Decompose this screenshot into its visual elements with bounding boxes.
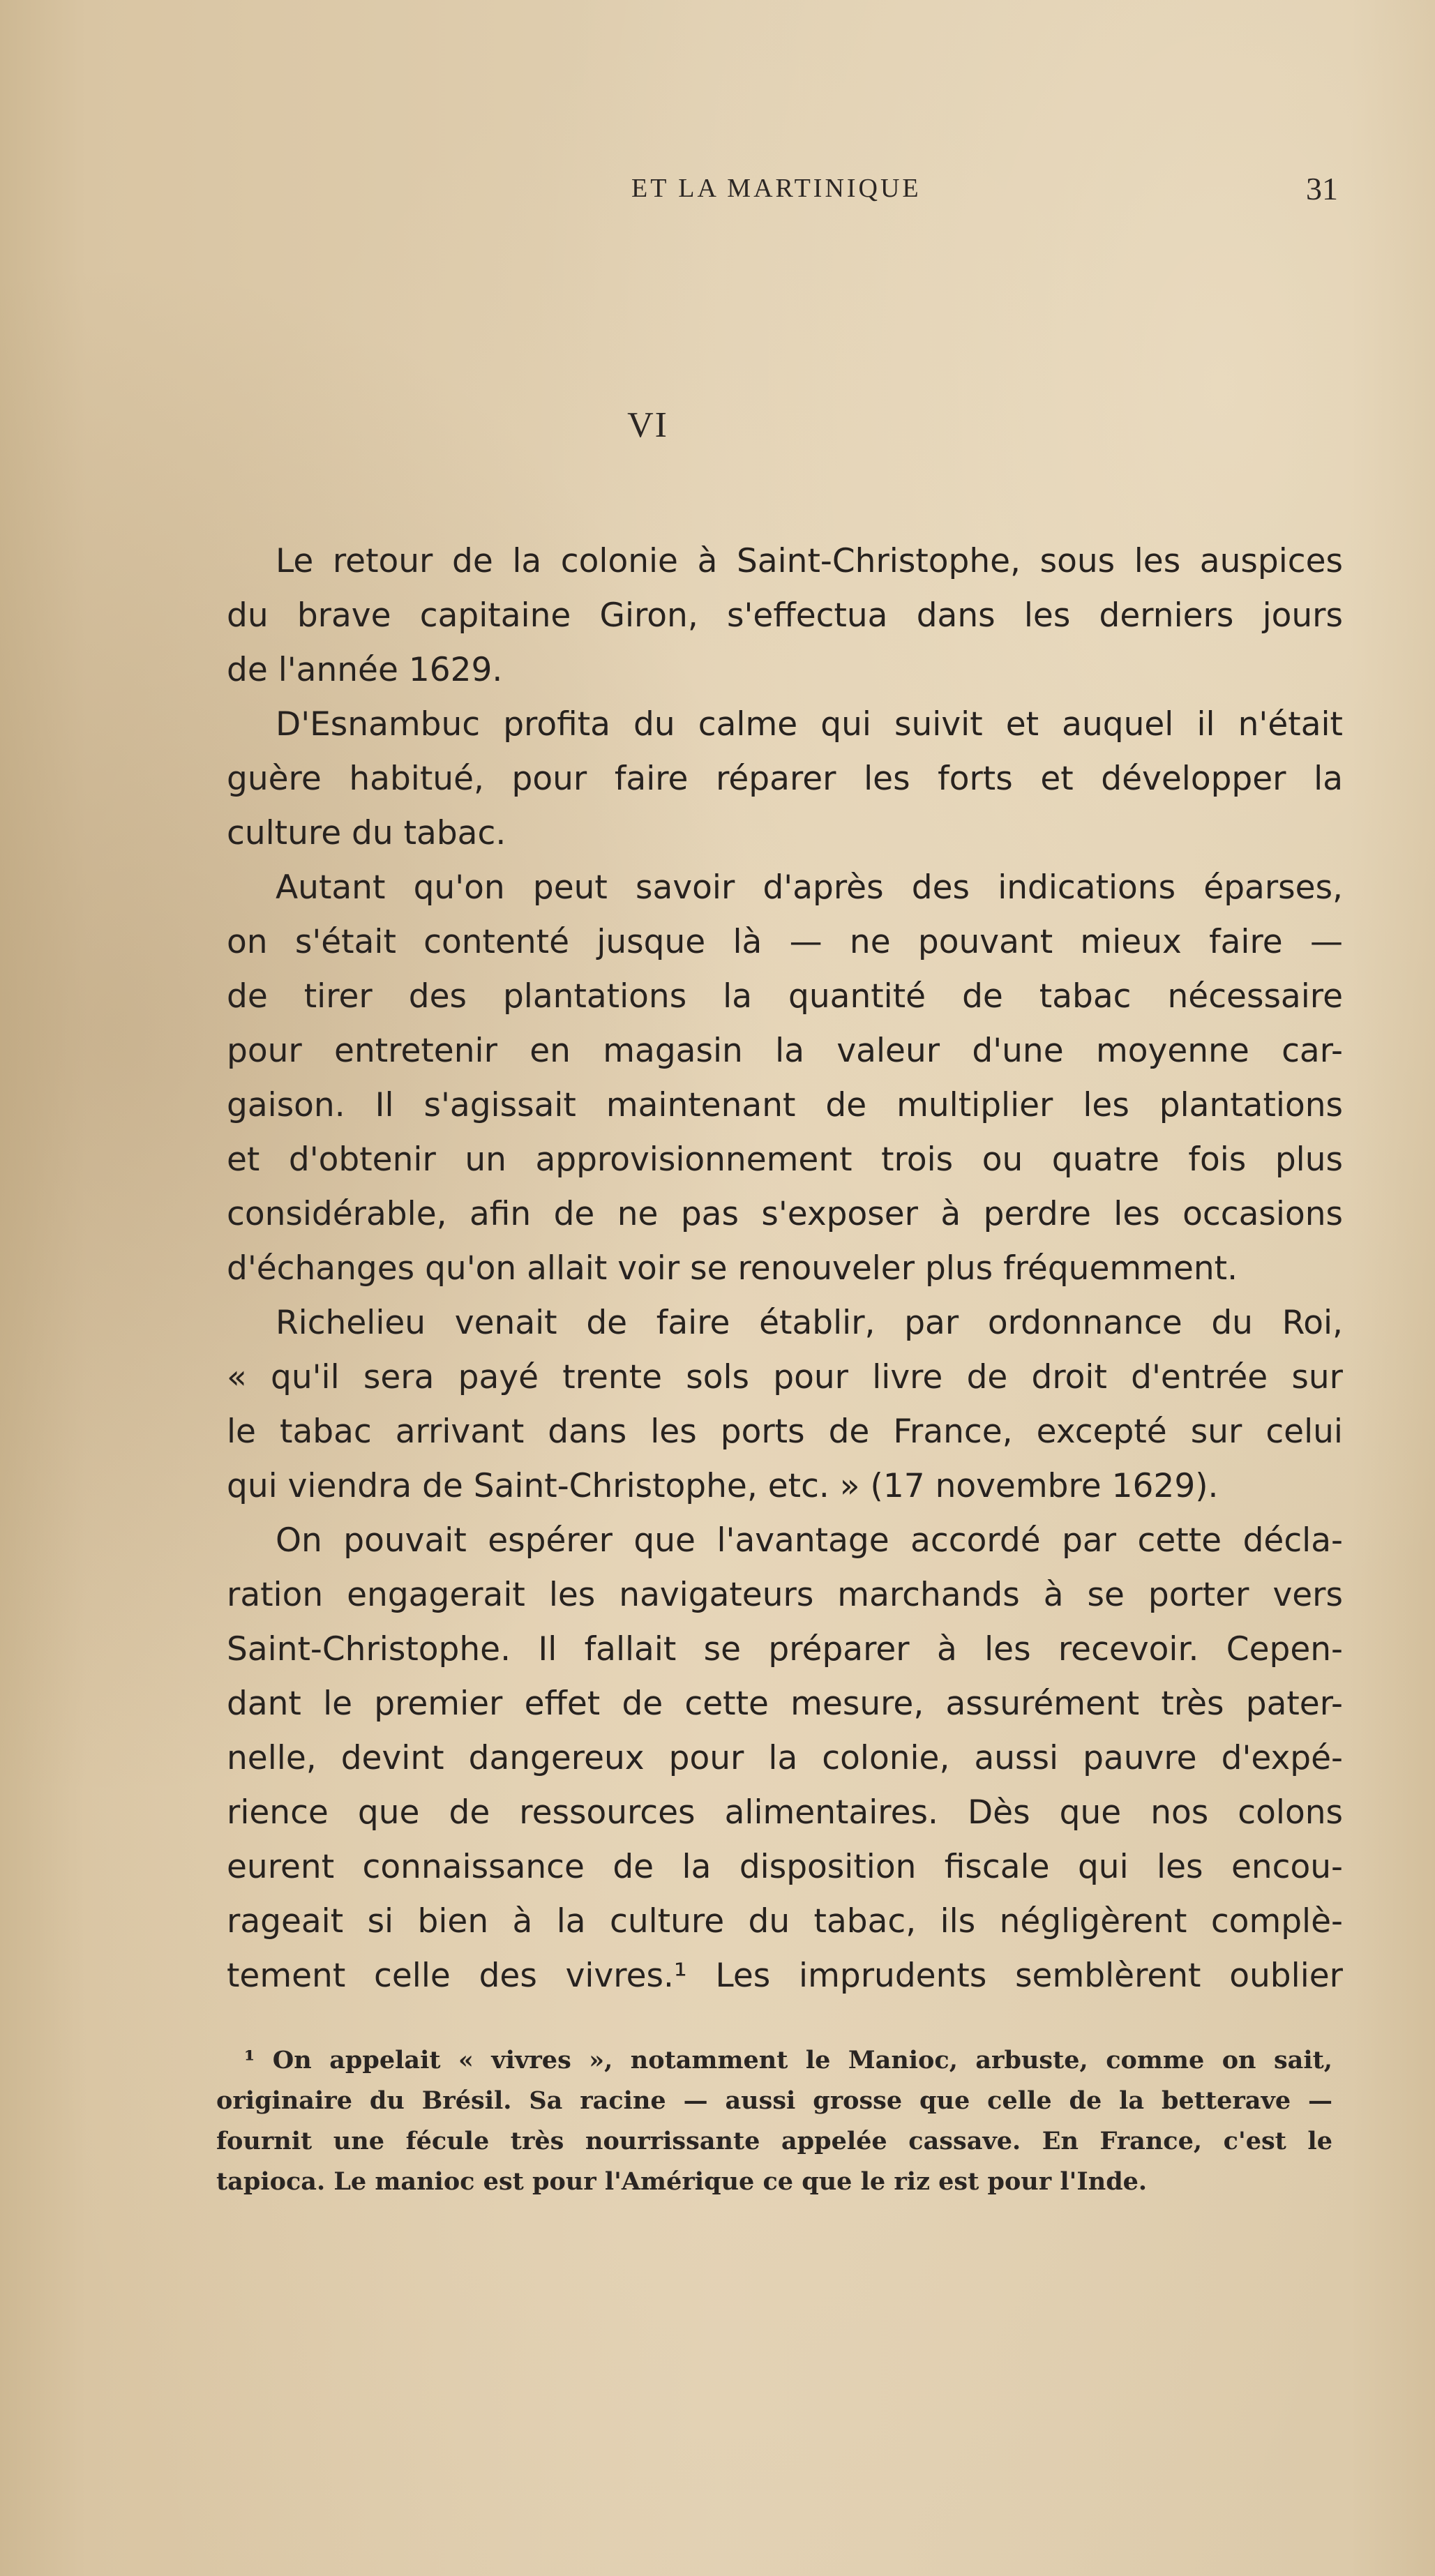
text-line: D'Esnambuc profita du calme qui suivit et auquel il n'était bbox=[276, 705, 1343, 744]
page-number: 31 bbox=[1306, 171, 1338, 206]
footnote-line: fournit une fécule très nourrissante appelée cassave. En France, c'est le bbox=[216, 2127, 1332, 2155]
text-line: de l'année 1629. bbox=[227, 651, 503, 689]
text-line: Autant qu'on peut savoir d'après des indications éparses, bbox=[276, 868, 1343, 907]
text-line: du brave capitaine Giron, s'effectua dans les derniers jours bbox=[227, 596, 1343, 635]
text-line: On pouvait espérer que l'avantage accordé par cette décla- bbox=[276, 1521, 1343, 1560]
text-line: considérable, afin de ne pas s'exposer à perdre les occasions bbox=[227, 1195, 1343, 1233]
chapter-heading: VI bbox=[627, 405, 668, 445]
text-line: de tirer des plantations la quantité de tabac nécessaire bbox=[227, 977, 1343, 1016]
text-line: dant le premier effet de cette mesure, assurément très pater- bbox=[227, 1685, 1343, 1723]
text-line: guère habitué, pour faire réparer les forts et développer la bbox=[227, 760, 1343, 798]
text-line: d'échanges qu'on allait voir se renouveler plus fréquemment. bbox=[227, 1249, 1238, 1288]
text-line: le tabac arrivant dans les ports de France, excepté sur celui bbox=[227, 1413, 1343, 1451]
text-line: nelle, devint dangereux pour la colonie, aussi pauvre d'expé- bbox=[227, 1739, 1343, 1777]
footnote-line: ¹ On appelait « vivres », notamment le Manioc, arbuste, comme on sait, bbox=[244, 2046, 1332, 2074]
running-head-title: ET LA MARTINIQUE bbox=[631, 174, 922, 203]
text-line: et d'obtenir un approvisionnement trois ou quatre fois plus bbox=[227, 1140, 1343, 1179]
footnotes bbox=[216, 2040, 1332, 2202]
text-line: culture du tabac. bbox=[227, 814, 506, 852]
text-line: Saint-Christophe. Il fallait se préparer à les recevoir. Cepen- bbox=[227, 1630, 1343, 1669]
footnote-line: originaire du Brésil. Sa racine — aussi grosse que celle de la betterave — bbox=[216, 2086, 1332, 2115]
text-line: pour entretenir en magasin la valeur d'une moyenne car- bbox=[227, 1032, 1343, 1070]
text-line: Le retour de la colonie à Saint-Christophe, sous les auspices bbox=[276, 542, 1343, 580]
footnote-line: tapioca. Le manioc est pour l'Amérique ce que le riz est pour l'Inde. bbox=[216, 2167, 1148, 2196]
text-line: tement celle des vivres.¹ Les imprudents semblèrent oublier bbox=[227, 1957, 1343, 1995]
text-line: rience que de ressources alimentaires. Dès que nos colons bbox=[227, 1793, 1343, 1832]
text-line: on s'était contenté jusque là — ne pouvant mieux faire — bbox=[227, 923, 1343, 961]
body-text bbox=[227, 534, 1343, 2003]
text-line: « qu'il sera payé trente sols pour livre de droit d'entrée sur bbox=[227, 1358, 1343, 1396]
text-line: gaison. Il s'agissait maintenant de multiplier les plantations bbox=[227, 1086, 1343, 1124]
text-line: eurent connaissance de la disposition fiscale qui les encou- bbox=[227, 1848, 1343, 1886]
text-line: Richelieu venait de faire établir, par ordonnance du Roi, bbox=[276, 1304, 1343, 1342]
text-line: ration engagerait les navigateurs marchands à se porter vers bbox=[227, 1576, 1343, 1614]
text-line: qui viendra de Saint-Christophe, etc. » (17 novembre 1629). bbox=[227, 1467, 1219, 1505]
text-line: rageait si bien à la culture du tabac, ils négligèrent complè- bbox=[227, 1902, 1343, 1941]
